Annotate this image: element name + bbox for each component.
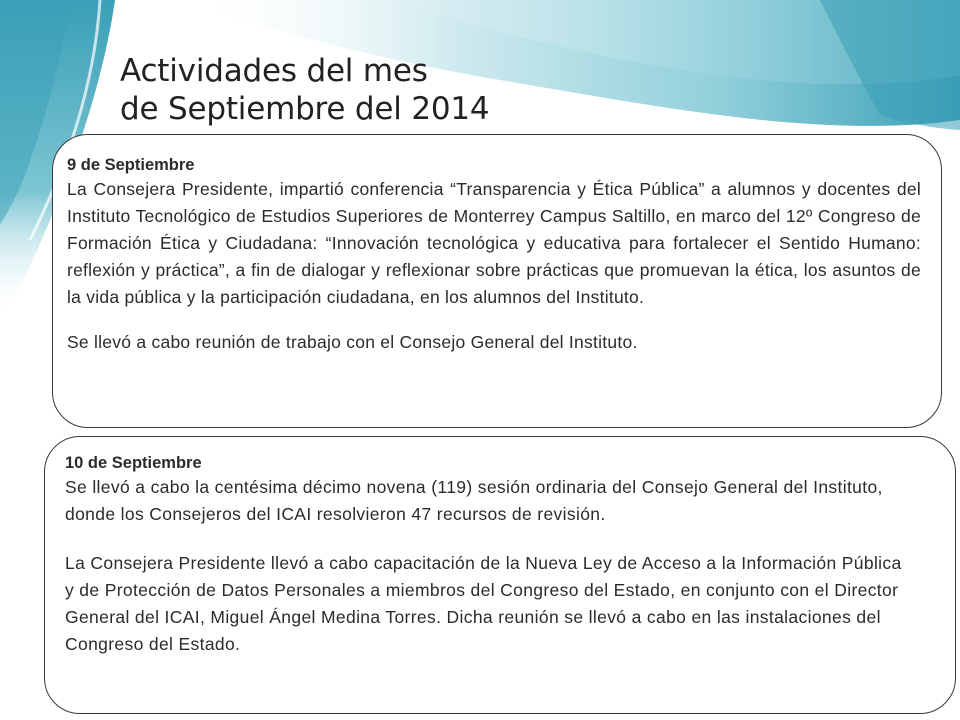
- page-title: [120, 52, 489, 128]
- activity-date: 9 de Septiembre: [67, 156, 195, 174]
- activity-description: Se llevó a cabo reunión de trabajo con el Consejo General del Instituto.: [67, 332, 638, 352]
- paragraph-spacer: [67, 311, 921, 329]
- activity-description: Se llevó a cabo la centésima décimo novena (119) sesión ordinaria del Consejo General del Instituto, donde los Consejeros del ICAI resolvieron 47 recursos de revisión.: [65, 477, 883, 524]
- activity-card-sep-9: [52, 134, 942, 428]
- activity-description: La Consejera Presidente llevó a cabo capacitación de la Nueva Ley de Acceso a la Información Pública y de Protección de Datos Personales a miembros del Congreso del Estado, en conjunto con el Director General del ICAI, Miguel Ángel Medina Torres. Dicha reunión se llevó a cabo en las instalaciones del Congreso del Estado.: [65, 553, 902, 654]
- paragraph-spacer: [65, 528, 915, 550]
- activity-date: 10 de Septiembre: [65, 454, 202, 472]
- activity-card-sep-10: [44, 436, 956, 714]
- title-line-2: de Septiembre del 2014: [120, 91, 490, 127]
- activity-description: La Consejera Presidente, impartió conferencia “Transparencia y Ética Pública” a alumnos y docentes del Instituto Tecnológico de Estudios Superiores de Monterrey Campus Saltillo, en marco del 12º Congreso de Formación Ética y Ciudadana: “Innovación tecnológica y educativa para fortalecer el Sentido Humano: reflexión y práctica”, a fin de dialogar y reflexionar sobre prácticas que promuevan la ética, los asuntos de la vida pública y la participación ciudadana, en los alumnos del Instituto.: [67, 179, 921, 307]
- title-line-1: Actividades del mes: [120, 53, 428, 89]
